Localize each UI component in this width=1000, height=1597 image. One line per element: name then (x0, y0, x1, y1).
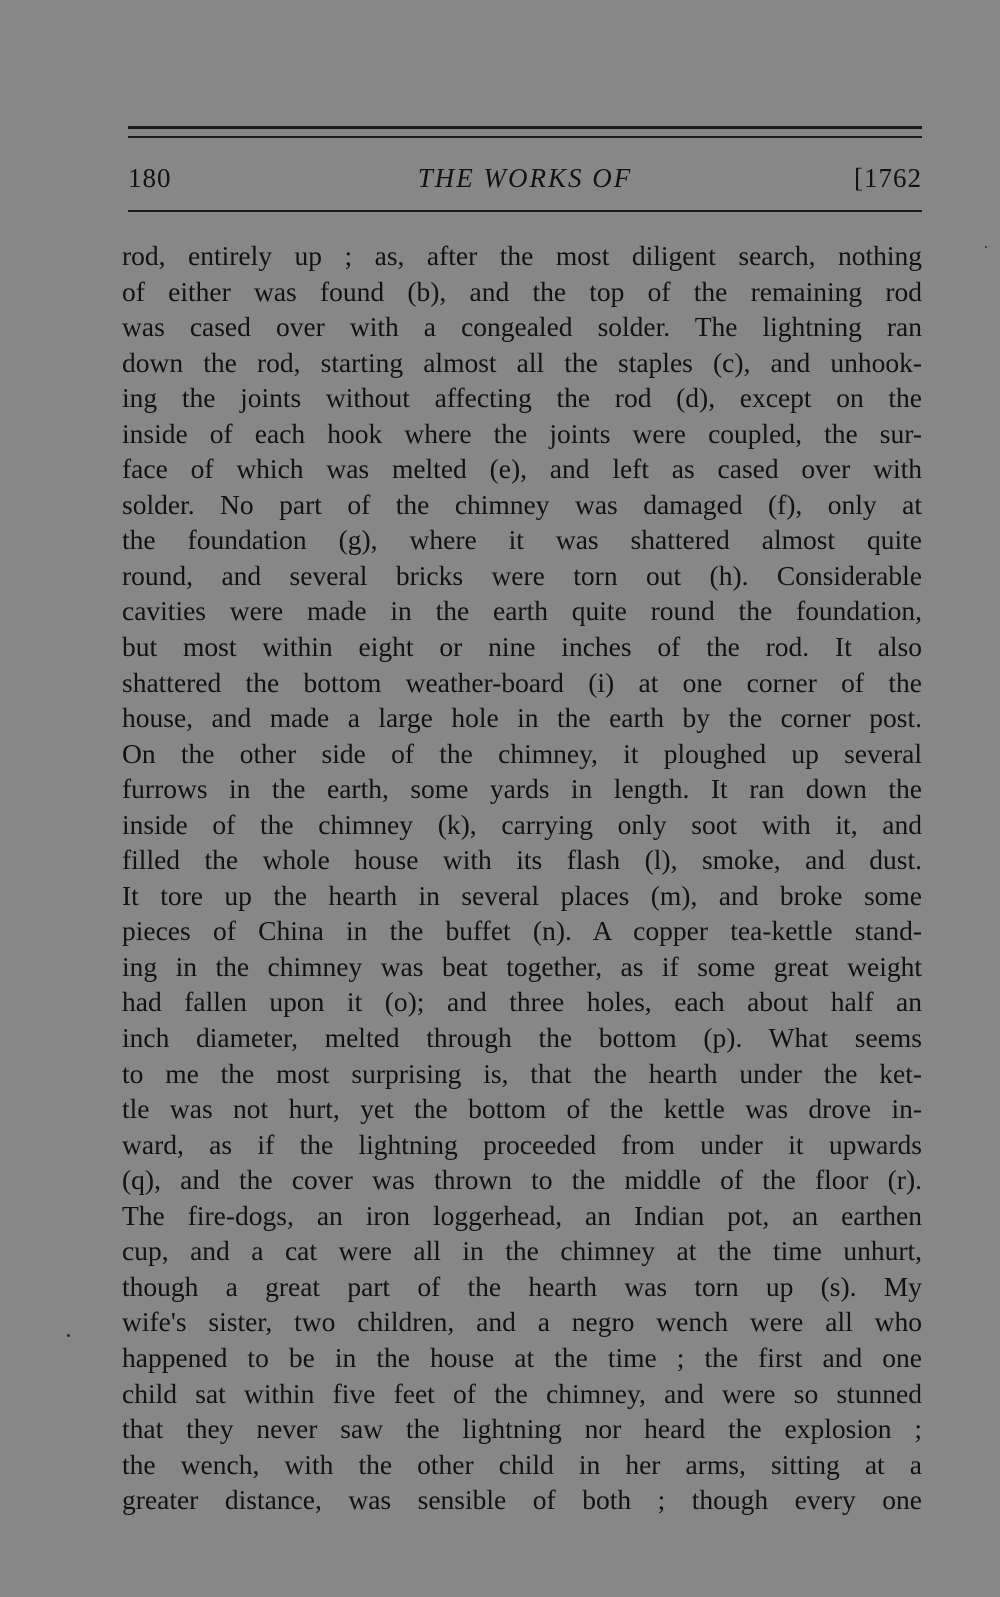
text-line: that they never saw the lightning nor heard the explosion ; (122, 1413, 922, 1445)
text-line: shattered the bottom weather-board (i) at one corner of the (122, 666, 922, 698)
text-line: cup, and a cat were all in the chimney at the time unhurt, (122, 1235, 922, 1267)
text-line: the foundation (g), where it was shattered almost quite (122, 524, 922, 556)
text-line: The fire-dogs, an iron loggerhead, an Indian pot, an earthen (122, 1199, 922, 1231)
year-marker: [1762 (854, 163, 922, 193)
text-line: the wench, with the other child in her arms, sitting at a (122, 1448, 922, 1480)
text-line: round, and several bricks were torn out (h). Considerable (122, 559, 922, 591)
text-line: had fallen upon it (o); and three holes, each about half an (122, 986, 922, 1018)
margin-speck (985, 246, 987, 248)
page-number: 180 (128, 163, 172, 193)
text-line: though a great part of the hearth was torn up (s). My (122, 1270, 922, 1302)
header-rule (128, 210, 922, 212)
text-line: cavities were made in the earth quite round the foundation, (122, 595, 922, 627)
margin-speck (67, 1334, 70, 1337)
text-line: inch diameter, melted through the bottom (p). What seems (122, 1022, 922, 1054)
text-line: house, and made a large hole in the earth by the corner post. (122, 702, 922, 734)
text-line: ing in the chimney was beat together, as if some great weight (122, 950, 922, 982)
text-line: solder. No part of the chimney was damaged (f), only at (122, 488, 922, 520)
text-line: face of which was melted (e), and left as cased over with (122, 453, 922, 485)
text-line: to me the most surprising is, that the hearth under the ket- (122, 1057, 922, 1089)
text-line: was cased over with a congealed solder. The lightning ran (122, 311, 922, 343)
text-line: down the rod, starting almost all the staples (c), and unhook- (122, 346, 922, 378)
text-line: greater distance, was sensible of both ; though every one (122, 1484, 922, 1516)
text-line: child sat within five feet of the chimney, and were so stunned (122, 1377, 922, 1409)
text-line: ward, as if the lightning proceeded from under it upwards (122, 1128, 922, 1160)
body-text (122, 238, 922, 1518)
text-line: pieces of China in the buffet (n). A copper tea-kettle stand- (122, 915, 922, 947)
text-line: furrows in the earth, some yards in length. It ran down the (122, 773, 922, 805)
text-line: inside of the chimney (k), carrying only soot with it, and (122, 808, 922, 840)
text-line: rod, entirely up ; as, after the most diligent search, nothing (122, 240, 922, 271)
text-line: but most within eight or nine inches of the rod. It also (122, 631, 922, 663)
top-rule (128, 126, 922, 129)
text-line: On the other side of the chimney, it ploughed up several (122, 737, 922, 769)
running-head (128, 160, 922, 196)
running-title: THE WORKS OF (417, 163, 633, 193)
text-line: tle was not hurt, yet the bottom of the kettle was drove in- (122, 1093, 922, 1125)
text-line: (q), and the cover was thrown to the middle of the floor (r). (122, 1164, 922, 1196)
text-line: wife's sister, two children, and a negro wench were all who (122, 1306, 922, 1338)
text-line: ing the joints without affecting the rod (d), except on the (122, 382, 922, 414)
text-line: filled the whole house with its flash (l), smoke, and dust. (122, 844, 922, 876)
top-rule-thin (128, 136, 922, 138)
text-line: of either was found (b), and the top of the remaining rod (122, 275, 922, 307)
text-line: inside of each hook where the joints were coupled, the sur- (122, 417, 922, 449)
text-line: It tore up the hearth in several places (m), and broke some (122, 879, 922, 911)
text-line: happened to be in the house at the time ; the first and one (122, 1341, 922, 1373)
